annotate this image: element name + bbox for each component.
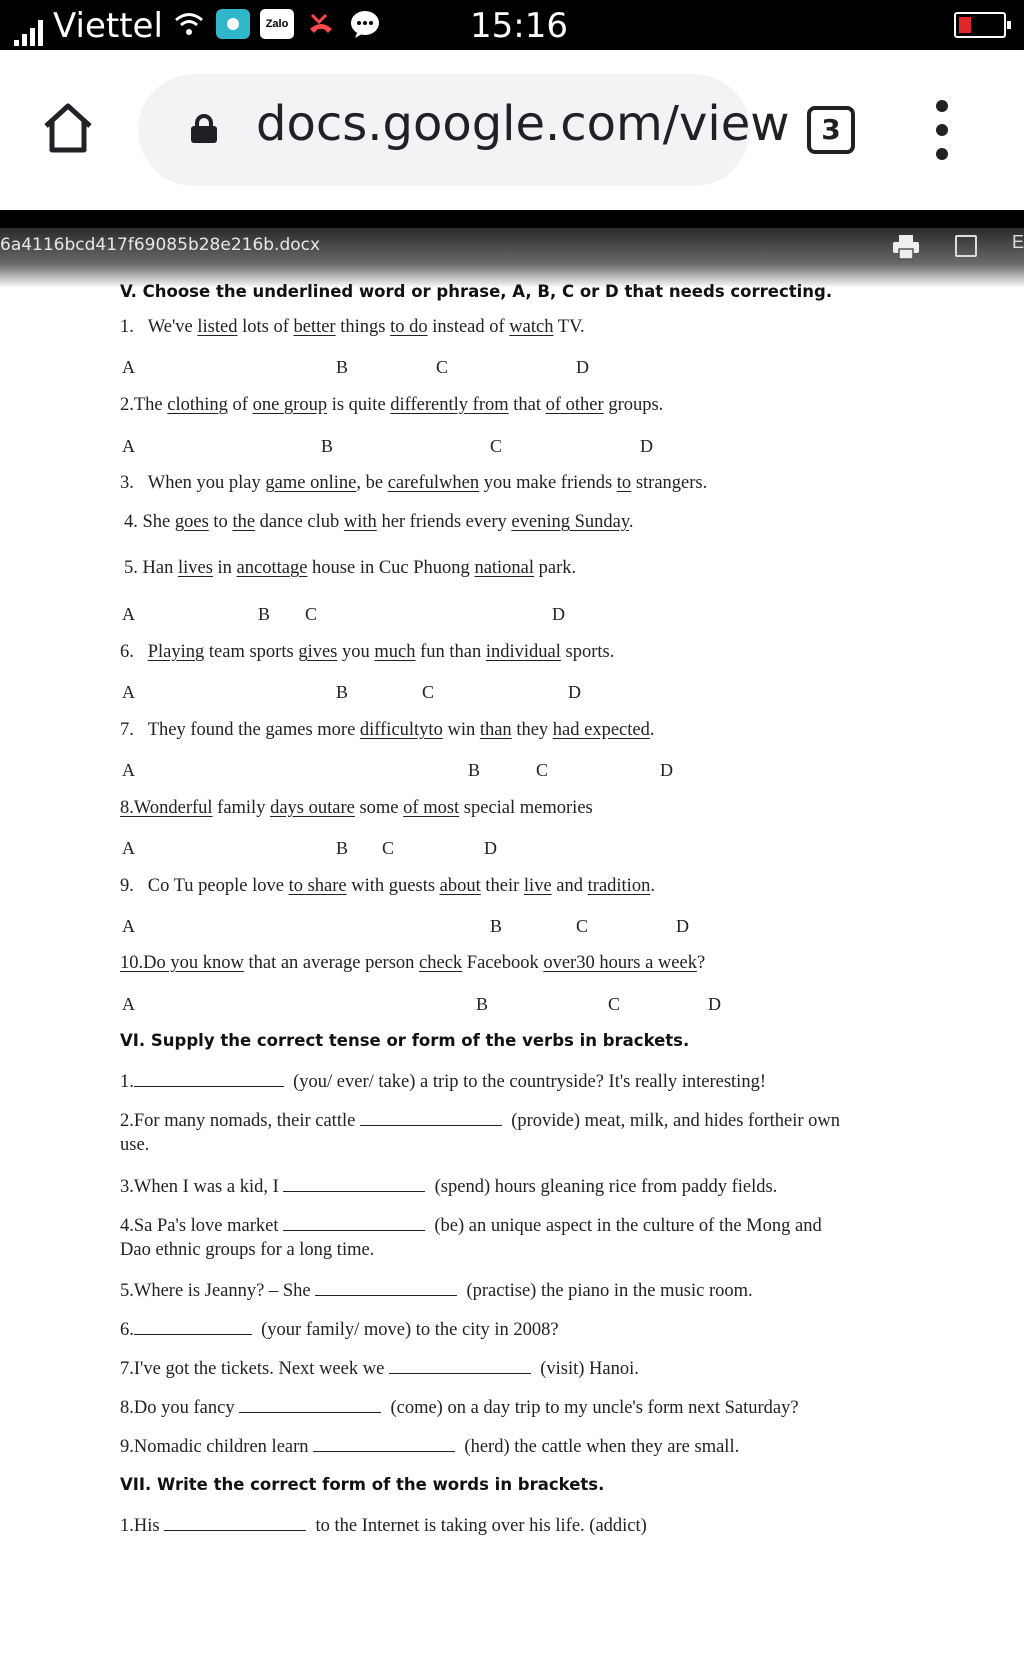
option-b: B xyxy=(336,838,349,858)
battery-icon xyxy=(954,12,1006,38)
question-1: 1. We've listed lots of better things to do instead of watch TV. xyxy=(120,317,585,337)
option-d: D xyxy=(576,357,589,377)
verb-item-2-cont: use. xyxy=(120,1135,150,1155)
option-b: B xyxy=(468,760,481,780)
option-b: B xyxy=(476,994,489,1014)
address-bar[interactable] xyxy=(138,74,790,186)
option-c: C xyxy=(436,357,449,377)
word-form-item-1: 1.His to the Internet is taking over his life. (addict) xyxy=(120,1516,647,1536)
print-icon[interactable] xyxy=(892,234,920,260)
question-5: 5. Han lives in ancottage house in Cuc Phuong national park. xyxy=(124,558,577,578)
option-c: C xyxy=(536,760,549,780)
carrier xyxy=(14,6,163,46)
option-d: D xyxy=(660,760,673,780)
question-9: 9. Co Tu people love to share with guests about their live and tradition. xyxy=(120,876,655,896)
answer-blank[interactable] xyxy=(134,1071,284,1087)
verb-item-2: 2.For many nomads, their cattle (provide) meat, milk, and hides fortheir own xyxy=(120,1111,840,1131)
wifi-icon xyxy=(172,9,206,39)
chat-app-icon xyxy=(216,9,250,39)
option-a: A xyxy=(122,682,135,702)
option-b: B xyxy=(321,436,334,456)
answer-blank[interactable] xyxy=(315,1280,457,1296)
option-a: A xyxy=(122,916,135,936)
option-d: D xyxy=(708,994,721,1014)
question-6: 6. Playing team sports gives you much fun than individual sports. xyxy=(120,642,615,662)
option-a: A xyxy=(122,436,135,456)
verb-item-4-cont: Dao ethnic groups for a long time. xyxy=(120,1240,375,1260)
browser-toolbar xyxy=(0,50,1024,210)
option-a: A xyxy=(122,838,135,858)
section-5-heading: V. Choose the underlined word or phrase, A, B, C or D that needs correcting. xyxy=(120,282,833,301)
notification-icons xyxy=(172,9,382,39)
verb-item-9: 9.Nomadic children learn (herd) the cattle when they are small. xyxy=(120,1437,740,1457)
home-icon xyxy=(40,100,96,156)
answer-blank[interactable] xyxy=(360,1110,502,1126)
option-a: A xyxy=(122,604,135,624)
option-c: C xyxy=(608,994,621,1014)
answer-blank[interactable] xyxy=(164,1515,306,1531)
option-b: B xyxy=(336,682,349,702)
section-6-heading: VI. Supply the correct tense or form of the verbs in brackets. xyxy=(120,1031,690,1050)
lock-icon xyxy=(188,114,220,144)
option-d: D xyxy=(640,436,653,456)
overflow-menu-button[interactable] xyxy=(930,100,954,160)
carrier-name: Viettel xyxy=(53,6,163,46)
verb-item-6: 6. (your family/ move) to the city in 2008? xyxy=(120,1320,559,1340)
zalo-icon: Zalo xyxy=(260,9,294,39)
signal-icon xyxy=(14,16,43,46)
verb-item-8: 8.Do you fancy (come) on a day trip to my uncle's form next Saturday? xyxy=(120,1398,799,1418)
verb-item-7: 7.I've got the tickets. Next week we (visit) Hanoi. xyxy=(120,1359,639,1379)
verb-item-5: 5.Where is Jeanny? – She (practise) the piano in the music room. xyxy=(120,1281,753,1301)
question-4: 4. She goes to the dance club with her friends every evening Sunday. xyxy=(124,512,634,532)
divider xyxy=(0,210,1024,230)
question-8: 8.Wonderful family days outare some of most special memories xyxy=(120,798,593,818)
answer-blank[interactable] xyxy=(239,1397,381,1413)
question-2: 2.The clothing of one group is quite differently from that of other groups. xyxy=(120,395,664,415)
answer-blank[interactable] xyxy=(313,1436,455,1452)
answer-blank[interactable] xyxy=(283,1215,425,1231)
url-text: docs.google.com/view xyxy=(256,96,790,152)
answer-blank[interactable] xyxy=(134,1319,252,1335)
option-c: C xyxy=(576,916,589,936)
option-b: B xyxy=(258,604,271,624)
edge-icon[interactable]: E xyxy=(1012,232,1024,252)
verb-item-1: 1. (you/ ever/ take) a trip to the countryside? It's really interesting! xyxy=(120,1072,766,1092)
option-d: D xyxy=(484,838,497,858)
clock: 15:16 xyxy=(470,6,568,46)
document-page xyxy=(0,282,1024,1659)
option-c: C xyxy=(305,604,318,624)
messenger-icon xyxy=(348,9,382,39)
missed-call-icon xyxy=(304,9,338,39)
option-d: D xyxy=(568,682,581,702)
section-7-heading: VII. Write the correct form of the words in brackets. xyxy=(120,1475,605,1494)
option-d: D xyxy=(552,604,565,624)
question-3: 3. When you play game online, be carefulwhen you make friends to strangers. xyxy=(120,473,708,493)
option-a: A xyxy=(122,994,135,1014)
question-10: 10.Do you know that an average person check Facebook over30 hours a week? xyxy=(120,953,706,973)
option-c: C xyxy=(422,682,435,702)
option-c: C xyxy=(490,436,503,456)
status-bar xyxy=(0,0,1024,50)
verb-item-3: 3.When I was a kid, I (spend) hours gleaning rice from paddy fields. xyxy=(120,1177,778,1197)
verb-item-4: 4.Sa Pa's love market (be) an unique aspect in the culture of the Mong and xyxy=(120,1216,822,1236)
doc-viewer-header xyxy=(0,228,1024,288)
question-7: 7. They found the games more difficultyto win than they had expected. xyxy=(120,720,655,740)
home-button[interactable] xyxy=(40,100,96,156)
answer-blank[interactable] xyxy=(283,1176,425,1192)
tab-switcher-button[interactable]: 3 xyxy=(807,106,855,154)
option-d: D xyxy=(676,916,689,936)
option-a: A xyxy=(122,760,135,780)
option-a: A xyxy=(122,357,135,377)
option-b: B xyxy=(490,916,503,936)
option-b: B xyxy=(336,357,349,377)
option-c: C xyxy=(382,838,395,858)
popout-icon[interactable] xyxy=(955,235,977,257)
answer-blank[interactable] xyxy=(389,1358,531,1374)
doc-filename: 6a4116bcd417f69085b28e216b.docx xyxy=(0,235,321,255)
